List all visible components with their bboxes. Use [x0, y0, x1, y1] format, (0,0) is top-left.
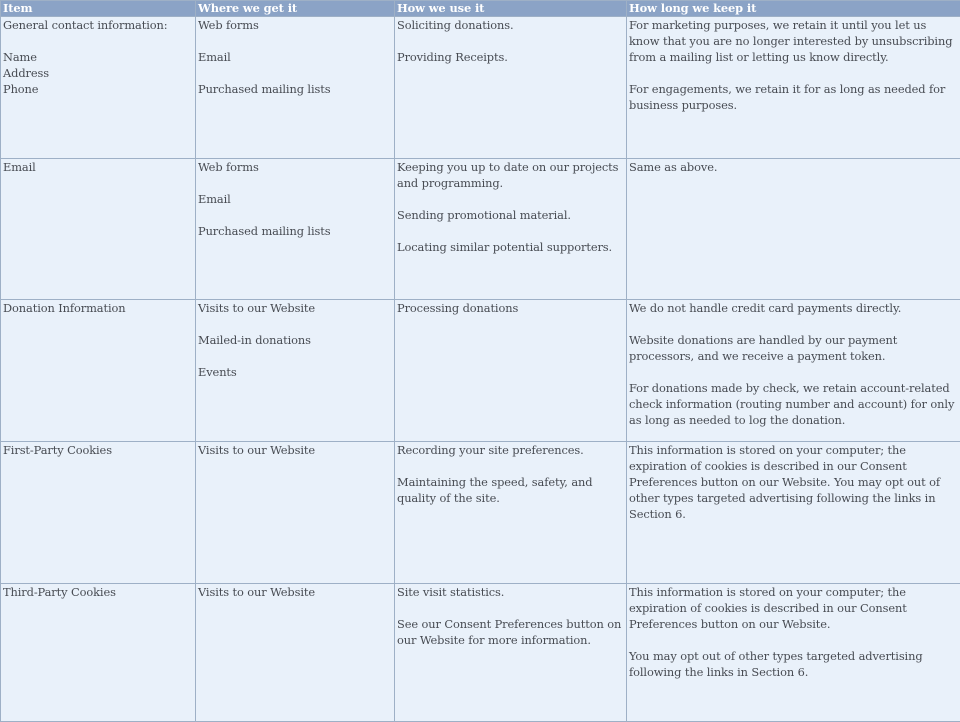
- table-row: [1, 300, 960, 442]
- use-text: Sending promotional material.: [397, 207, 624, 223]
- use-cell: [395, 17, 627, 159]
- item-title: Donation Information: [3, 300, 193, 316]
- where-text: Visits to our Website: [198, 442, 392, 458]
- where-text: Mailed-in donations: [198, 332, 392, 348]
- where-text: Email: [198, 191, 392, 207]
- keep-cell: [627, 17, 960, 159]
- item-cell: [1, 442, 196, 584]
- keep-text: Same as above.: [629, 159, 958, 175]
- use-cell: [395, 442, 627, 584]
- where-cell: [196, 159, 395, 300]
- keep-text: You may opt out of other types targeted advertising following the links in Section 6.: [629, 648, 958, 680]
- where-text: Purchased mailing lists: [198, 81, 392, 97]
- where-text: Purchased mailing lists: [198, 223, 392, 239]
- header-keep: How long we keep it: [627, 1, 960, 17]
- use-cell: [395, 300, 627, 442]
- where-text: Web forms: [198, 17, 392, 33]
- table-header-row: [1, 1, 960, 17]
- keep-cell: [627, 159, 960, 300]
- where-text: Web forms: [198, 159, 392, 175]
- keep-cell: [627, 584, 960, 722]
- table-row: [1, 159, 960, 300]
- header-use: How we use it: [395, 1, 627, 17]
- where-text: Email: [198, 49, 392, 65]
- where-cell: [196, 584, 395, 722]
- keep-cell: [627, 300, 960, 442]
- keep-cell: [627, 442, 960, 584]
- keep-text: For donations made by check, we retain account-related check information (routing number and account) for only as long as needed to log the donation.: [629, 380, 958, 428]
- keep-text: This information is stored on your computer; the expiration of cookies is described in our Consent Preferences button on our Website.: [629, 584, 958, 632]
- use-cell: [395, 584, 627, 722]
- item-title: Third-Party Cookies: [3, 584, 193, 600]
- keep-text: We do not handle credit card payments directly.: [629, 300, 958, 316]
- where-text: Events: [198, 364, 392, 380]
- use-text: Maintaining the speed, safety, and quality of the site.: [397, 474, 624, 506]
- use-text: Keeping you up to date on our projects and programming.: [397, 159, 624, 191]
- item-title: First-Party Cookies: [3, 442, 193, 458]
- item-title: Email: [3, 159, 193, 175]
- item-cell: [1, 17, 196, 159]
- use-text: Soliciting donations.: [397, 17, 624, 33]
- keep-text: Website donations are handled by our payment processors, and we receive a payment token.: [629, 332, 958, 364]
- header-where: Where we get it: [196, 1, 395, 17]
- where-text: Visits to our Website: [198, 584, 392, 600]
- item-cell: [1, 584, 196, 722]
- where-cell: [196, 17, 395, 159]
- use-text: Site visit statistics.: [397, 584, 624, 600]
- keep-text: For engagements, we retain it for as long as needed for business purposes.: [629, 81, 958, 113]
- keep-text: This information is stored on your computer; the expiration of cookies is described in our Consent Preferences button on our Website. You may opt out of other types targeted advertising following the links in Section 6.: [629, 442, 958, 522]
- where-cell: [196, 300, 395, 442]
- item-cell: [1, 300, 196, 442]
- item-subline: Phone: [3, 81, 193, 97]
- header-item: Item: [1, 1, 196, 17]
- item-title: General contact information:: [3, 17, 193, 33]
- table-row: [1, 17, 960, 159]
- table-row: [1, 442, 960, 584]
- use-text: See our Consent Preferences button on our Website for more information.: [397, 616, 624, 648]
- where-cell: [196, 442, 395, 584]
- item-cell: [1, 159, 196, 300]
- item-subline: Address: [3, 65, 193, 81]
- use-text: Recording your site preferences.: [397, 442, 624, 458]
- where-text: Visits to our Website: [198, 300, 392, 316]
- use-text: Providing Receipts.: [397, 49, 624, 65]
- keep-text: For marketing purposes, we retain it until you let us know that you are no longer interested by unsubscribing from a mailing list or letting us know directly.: [629, 17, 958, 65]
- use-text: Locating similar potential supporters.: [397, 239, 624, 255]
- use-cell: [395, 159, 627, 300]
- item-subline: Name: [3, 49, 193, 65]
- table-row: [1, 584, 960, 722]
- use-text: Processing donations: [397, 300, 624, 316]
